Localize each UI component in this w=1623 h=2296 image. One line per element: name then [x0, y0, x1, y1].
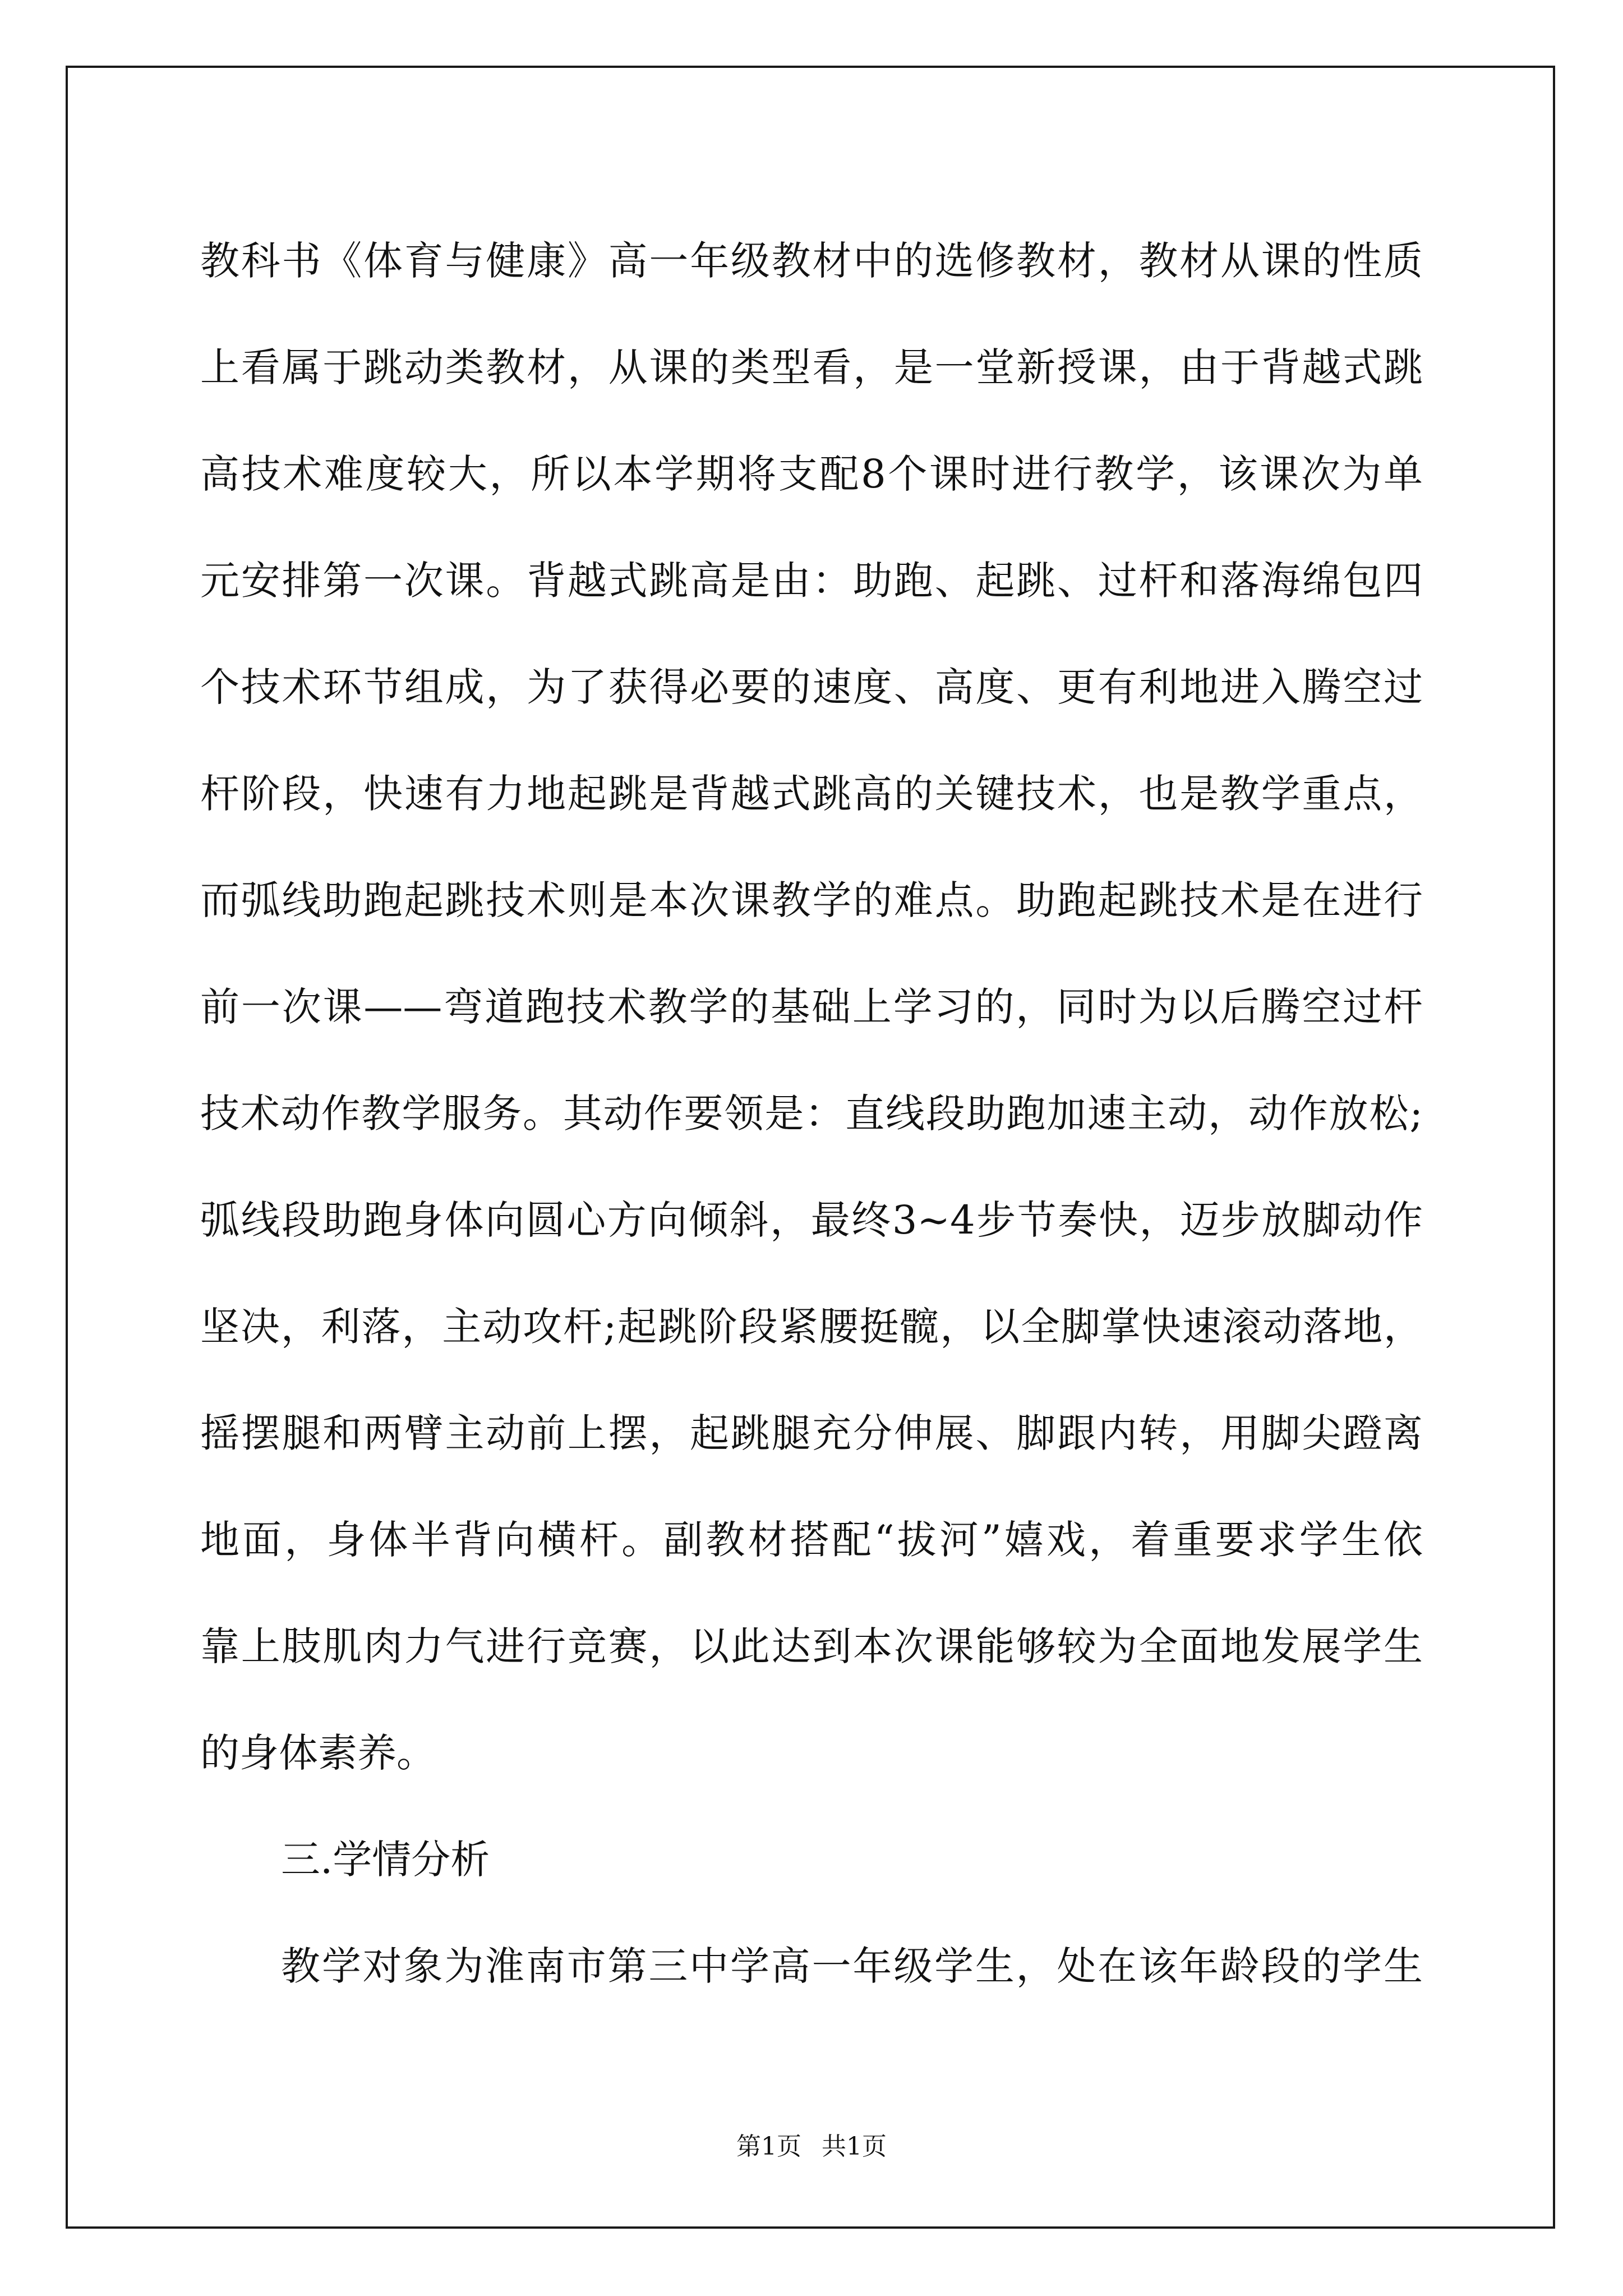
- page-total: 共1页: [822, 2132, 887, 2161]
- paragraph-line: 而弧线助跑起跳技术则是本次课教学的难点。助跑起跳技术是在进行: [200, 877, 1423, 923]
- paragraph-line: 靠上肢肌肉力气进行竞赛，以此达到本次课能够较为全面地发展学生: [200, 1623, 1423, 1669]
- paragraph-line: 的身体素养。: [200, 1730, 436, 1776]
- paragraph-line: 摇摆腿和两臂主动前上摆，起跳腿充分伸展、脚跟内转，用脚尖蹬离: [200, 1410, 1423, 1456]
- paragraph-line: 元安排第一次课。背越式跳高是由：助跑、起跳、过杆和落海绵包四: [200, 558, 1423, 604]
- paragraph-line: 杆阶段，快速有力地起跳是背越式跳高的关键技术，也是教学重点，: [200, 771, 1423, 817]
- paragraph-line: 弧线段助跑身体向圆心方向倾斜，最终3~4步节奏快，迈步放脚动作: [200, 1197, 1423, 1243]
- paragraph-line: 上看属于跳动类教材，从课的类型看，是一堂新授课，由于背越式跳: [200, 344, 1423, 390]
- paragraph-line: 技术动作教学服务。其动作要领是：直线段助跑加速主动，动作放松;: [200, 1091, 1423, 1137]
- section-heading: 三.学情分析: [281, 1837, 490, 1883]
- paragraph-line: 教科书《体育与健康》高一年级教材中的选修教材，教材从课的性质: [200, 238, 1423, 284]
- paragraph-line: 高技术难度较大，所以本学期将支配8个课时进行教学，该课次为单: [200, 451, 1423, 497]
- paragraph-line: 个技术环节组成，为了获得必要的速度、高度、更有利地进入腾空过: [200, 664, 1423, 710]
- page-number: 第1页: [736, 2132, 801, 2161]
- paragraph-line: 坚决，利落，主动攻杆;起跳阶段紧腰挺髋，以全脚掌快速滚动落地，: [200, 1304, 1423, 1350]
- paragraph-line: 教学对象为淮南市第三中学高一年级学生，处在该年龄段的学生: [281, 1943, 1423, 1989]
- document-body: [200, 208, 1423, 2019]
- paragraph-line: 前一次课——弯道跑技术教学的基础上学习的，同时为以后腾空过杆: [200, 984, 1423, 1030]
- page-footer: [0, 2126, 1623, 2162]
- paragraph-line: 地面，身体半背向横杆。副教材搭配“拔河”嬉戏，着重要求学生依: [200, 1517, 1423, 1563]
